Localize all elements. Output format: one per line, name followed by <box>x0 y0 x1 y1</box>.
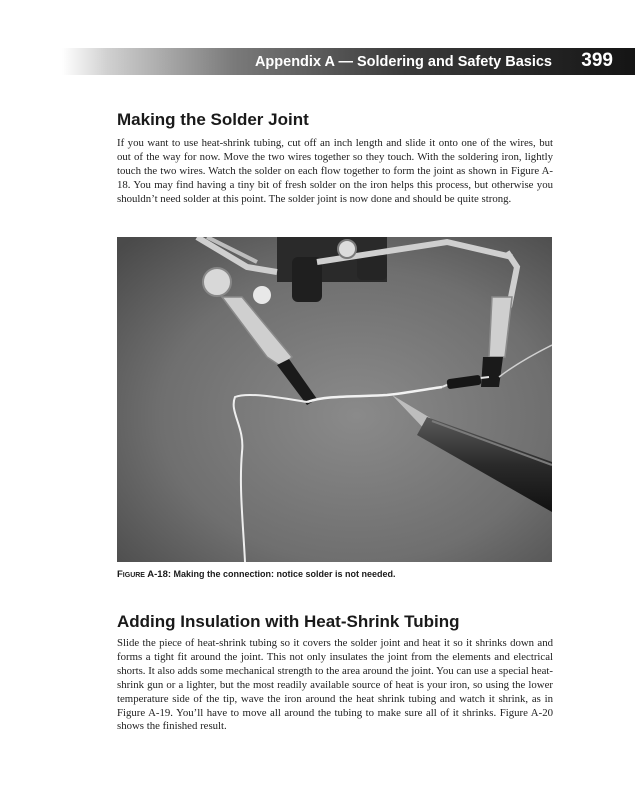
figure-caption <box>117 569 396 580</box>
figure-caption-text: Making the connection: notice solder is not needed. <box>173 569 396 579</box>
running-header <box>62 48 635 75</box>
section-heading-solder-joint: Making the Solder Joint <box>117 110 309 129</box>
section-heading-heat-shrink: Adding Insulation with Heat-Shrink Tubing <box>117 612 460 631</box>
page-number: 399 <box>581 50 613 71</box>
running-header-title: Appendix A — Soldering and Safety Basics <box>254 54 552 70</box>
section-paragraph-heat-shrink: Slide the piece of heat-shrink tubing so it covers the solder joint and heat it so it shrinks down and forms a tight fit around the joint. This not only insulates the joint from the elements and electrical shorts. It also adds some mechanical strength to the area around the joint. You can use a special heat-shrink gun or a lighter, but the most readily available source of heat is your iron, so using the lower temperature side of the tip, wave the iron around the heat shrink tubing and watch it shrink, as in Figure A-19. You’ll have to move all around the tubing to make sure all of it shrinks. Figure A-20 shows the finished result. <box>117 637 553 733</box>
figure-label: Figure A-18: <box>117 569 172 580</box>
soldering-photo-illustration <box>117 237 552 562</box>
section-paragraph-solder-joint: If you want to use heat-shrink tubing, cut off an inch length and slide it onto one of the wires, but out of the way for now. Move the two wires together so they touch. With the soldering iron, lightly touch the two wires. Watch the solder on each flow together to form the joint as shown in Figure A-18. You may find having a tiny bit of fresh solder on the iron helps this process, but otherwise you shouldn’t need solder at this point. The solder joint is now done and should be quite strong. <box>117 137 553 205</box>
figure-a-18-photo <box>117 237 552 562</box>
